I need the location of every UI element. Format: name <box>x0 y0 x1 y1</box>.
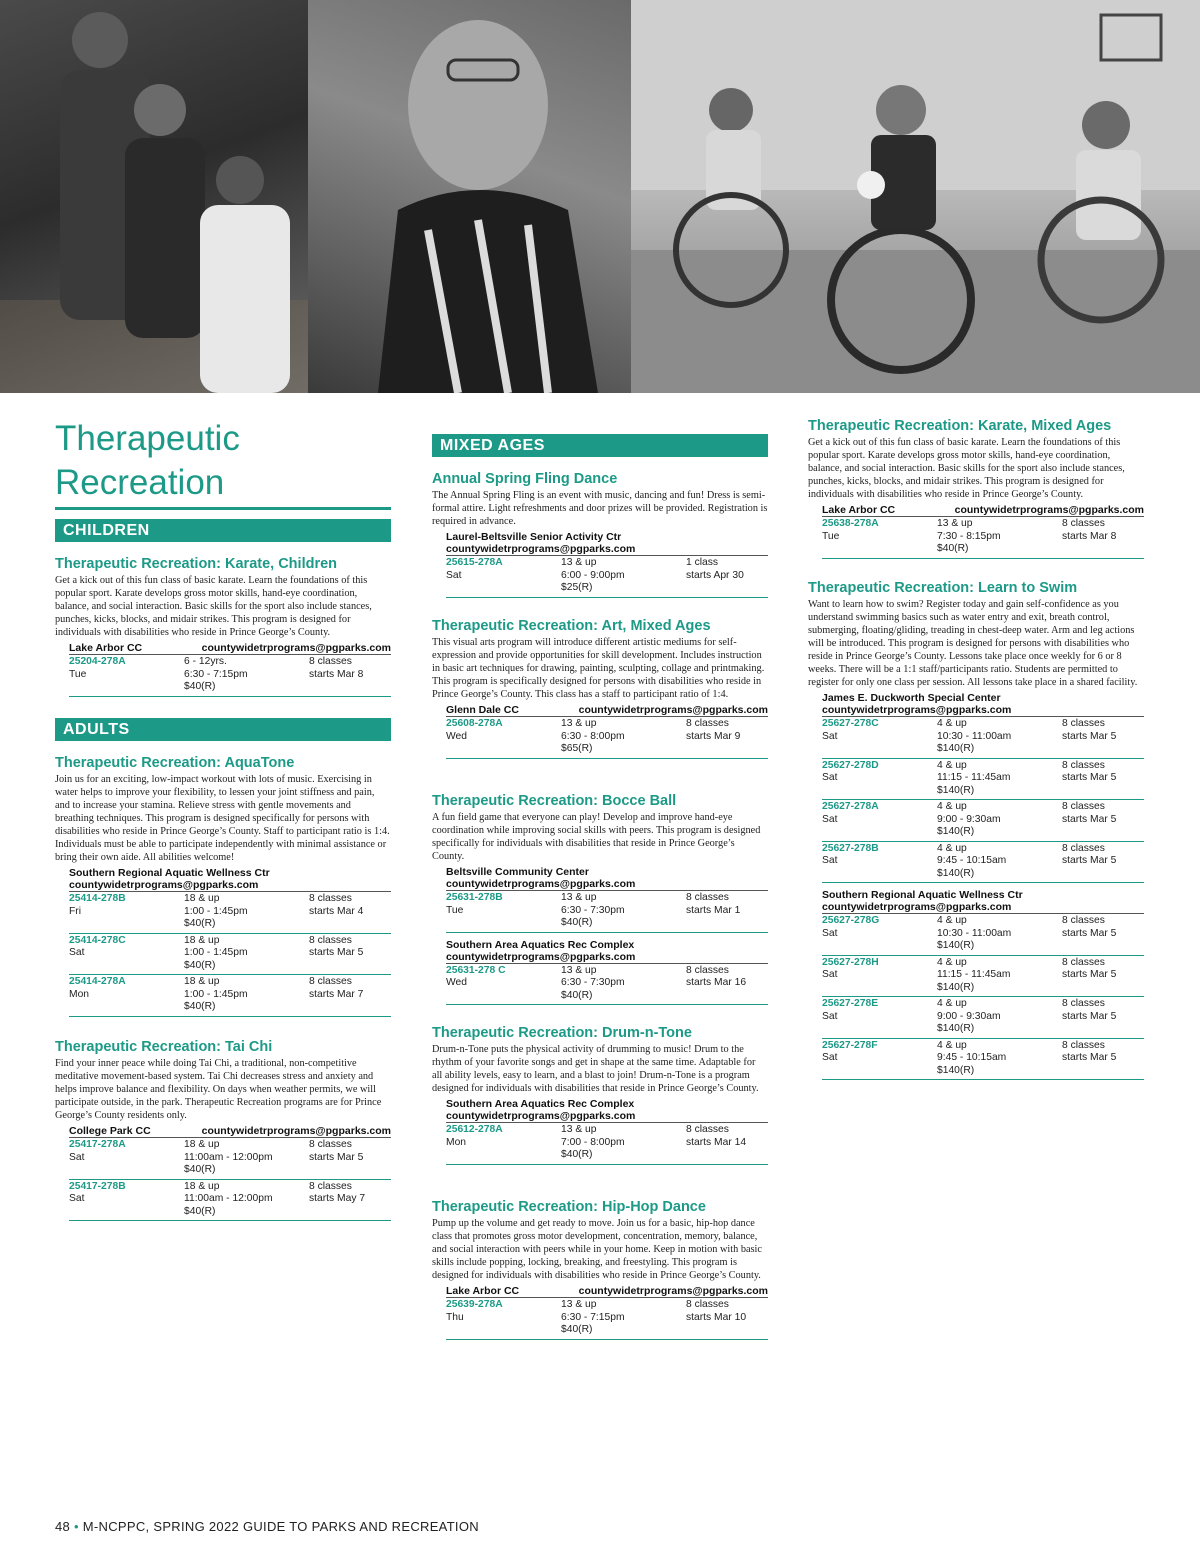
course-code: 25615-278A <box>446 557 503 568</box>
course-code: 25414-278A <box>69 976 126 987</box>
program-location <box>446 939 768 963</box>
page-title-line1: Therapeutic <box>55 419 240 458</box>
course-code: 25627-278C <box>822 718 879 729</box>
contact-email: countywidetrprograms@pgparks.com <box>446 950 636 963</box>
class-count: 1 class <box>686 557 719 568</box>
contact-email: countywidetrprograms@pgparks.com <box>822 704 1012 716</box>
course-code: 25608-278A <box>446 718 503 729</box>
age: 13 & up <box>561 892 597 903</box>
course-code: 25627-278A <box>822 801 879 812</box>
program-description: Want to learn how to swim? Register today and gain self-confidence as you understand swimming basics such as water entry and exit, breath control, submerging, floating/gliding, treading in chest-deep water. Arm and leg actions will be introduced. This program is designed for persons with disabilities who reside in Prince George’s County. Lessons take place once weekly for 6 or 8 weeks. There will be a 1:1 staff/participants ratio. Students are permitted to register for only one class per session. All lessons take place in a shared facility. <box>808 599 1138 688</box>
start-date: starts Mar 1 <box>686 904 741 916</box>
program-title: Therapeutic Recreation: Tai Chi <box>55 1039 273 1055</box>
contact-email: countywidetrprograms@pgparks.com <box>446 878 636 890</box>
program-location <box>822 889 1144 913</box>
session-row <box>822 800 1144 842</box>
day: Fri <box>69 905 82 917</box>
day: Wed <box>446 977 467 988</box>
course-code: 25631-278B <box>446 892 503 903</box>
program-description: Find your inner peace while doing Tai Chi, a traditional, non-competitive meditative movement-based system. Tai Chi decreases stress and anxiety and helps improve balance and flexibility. On days when weather permits, we will participate outside, in the park. Therapeutic Recreation programs are for Prince George’s County residents only. <box>55 1058 382 1121</box>
program-description: Get a kick out of this fun class of basic karate. Learn the foundations of this popular sport. Karate develops gross motor skills, hand-eye coordination, balance, and social interaction. Basic skills for the sport also include stances, punches, kicks, blocks, and midair strikes. This program is designed for individuals with disabilities who reside in Prince George’s County. <box>808 437 1125 500</box>
location-name: Lake Arbor CC <box>69 642 143 654</box>
day: Sat <box>822 1010 838 1022</box>
session-row <box>69 934 391 976</box>
session-row <box>822 759 1144 801</box>
age: 18 & up <box>184 1180 220 1192</box>
day: Tue <box>69 668 87 680</box>
class-count: 8 classes <box>309 976 352 987</box>
program-title: Therapeutic Recreation: Hip-Hop Dance <box>432 1199 706 1215</box>
course-code: 25612-278A <box>446 1124 503 1135</box>
class-count: 8 classes <box>1062 801 1105 812</box>
program-title: Therapeutic Recreation: Karate, Children <box>55 556 338 572</box>
day: Sat <box>69 1151 85 1163</box>
day: Sat <box>446 569 462 581</box>
day: Sat <box>822 969 838 980</box>
start-date: starts Mar 5 <box>1062 1010 1117 1022</box>
program-karate-mixed <box>808 418 1144 559</box>
program-location <box>446 866 768 890</box>
session-row <box>69 892 391 934</box>
session-row <box>822 717 1144 759</box>
time: 6:30 - 7:15pm <box>561 1311 625 1323</box>
class-count: 8 classes <box>686 718 729 729</box>
program-title: Therapeutic Recreation: Learn to Swim <box>808 580 1078 596</box>
age: 18 & up <box>184 893 220 904</box>
day: Wed <box>446 730 467 742</box>
start-date: starts Mar 5 <box>1062 772 1117 783</box>
time: 9:45 - 10:15am <box>937 855 1007 866</box>
class-count: 8 classes <box>1062 842 1105 854</box>
fee: $140(R) <box>937 1023 975 1034</box>
age: 4 & up <box>937 1039 967 1051</box>
program-location <box>69 642 391 654</box>
fee: $140(R) <box>937 940 975 951</box>
age: 6 - 12yrs. <box>184 656 227 667</box>
start-date: starts May 7 <box>309 1193 366 1204</box>
section-adults: ADULTS <box>55 718 391 741</box>
session-row <box>446 717 768 759</box>
day: Sat <box>822 730 838 742</box>
session-row <box>822 517 1144 559</box>
fee: $25(R) <box>561 582 593 593</box>
age: 4 & up <box>937 998 967 1009</box>
fee: $140(R) <box>937 1064 975 1076</box>
age: 4 & up <box>937 842 967 854</box>
start-date: starts Mar 4 <box>309 905 364 917</box>
day: Sat <box>822 927 838 939</box>
time: 1:00 - 1:45pm <box>184 905 248 917</box>
fee: $140(R) <box>937 867 975 879</box>
program-location <box>446 1285 768 1297</box>
program-title: Therapeutic Recreation: Art, Mixed Ages <box>432 618 711 634</box>
class-count: 8 classes <box>1062 759 1105 771</box>
time: 7:00 - 8:00pm <box>561 1136 625 1148</box>
contact-email: countywidetrprograms@pgparks.com <box>201 642 391 654</box>
time: 6:30 - 8:00pm <box>561 730 625 742</box>
program-learn-to-swim <box>808 580 1144 1080</box>
contact-email: countywidetrprograms@pgparks.com <box>822 901 1012 913</box>
day: Sat <box>822 1052 838 1063</box>
program-title: Therapeutic Recreation: AquaTone <box>55 755 295 771</box>
program-tai-chi <box>55 1039 391 1221</box>
photo-smiling-woman <box>308 0 631 393</box>
time: 11:00am - 12:00pm <box>184 1151 273 1163</box>
age: 18 & up <box>184 1139 220 1150</box>
day: Sat <box>822 772 838 783</box>
day: Mon <box>446 1136 467 1148</box>
day: Tue <box>822 530 840 542</box>
session-row <box>446 556 768 598</box>
course-code: 25638-278A <box>822 518 879 529</box>
class-count: 8 classes <box>1062 915 1105 926</box>
section-children: CHILDREN <box>55 519 391 542</box>
location-name: Laurel-Beltsville Senior Activity Ctr <box>446 531 622 543</box>
day: Sat <box>69 947 85 958</box>
time: 9:00 - 9:30am <box>937 813 1001 825</box>
age: 13 & up <box>561 1124 597 1135</box>
session-table <box>822 913 1144 1080</box>
time: 9:45 - 10:15am <box>937 1052 1007 1063</box>
program-description: A fun field game that everyone can play! Develop and improve hand-eye coordination while improving social skills with peers. This program is designed specifically for individuals with disabilities that reside in Prince George’s County. <box>432 812 761 862</box>
age: 4 & up <box>937 915 967 926</box>
fee: $40(R) <box>561 1324 593 1335</box>
location-name: Southern Regional Aquatic Wellness Ctr <box>822 889 1023 901</box>
age: 18 & up <box>184 934 220 946</box>
time: 6:30 - 7:30pm <box>561 904 625 916</box>
photo-friends-posing <box>0 0 308 393</box>
session-row <box>446 1123 768 1165</box>
course-code: 25639-278A <box>446 1299 503 1310</box>
start-date: starts Mar 5 <box>1062 927 1117 939</box>
time: 6:30 - 7:30pm <box>561 977 625 988</box>
session-row <box>822 1039 1144 1081</box>
session-table <box>69 891 391 1017</box>
program-description: The Annual Spring Fling is an event with music, dancing and fun! Dress is semi-formal attire. Light refreshments and door prizes will be provided. Registration is required in advance. <box>432 490 768 527</box>
location-name: Southern Area Aquatics Rec Complex <box>446 938 635 951</box>
program-karate-children <box>55 556 391 697</box>
day: Sat <box>822 855 838 866</box>
contact-email: countywidetrprograms@pgparks.com <box>201 1125 391 1137</box>
session-table <box>69 654 391 697</box>
time: 7:30 - 8:15pm <box>937 530 1001 542</box>
program-title: Annual Spring Fling Dance <box>432 471 618 487</box>
class-count: 8 classes <box>1062 718 1105 729</box>
location-name: College Park CC <box>69 1125 151 1137</box>
program-description: Join us for an exciting, low-impact workout with lots of music. Exercising in water helps to improve your flexibility, to lessen your joint stiffness and pain, and to increase your stamina. Relieve stress with gentle movements and breathing techniques. This program is designed specifically for persons with disabilities who reside in Prince George’s County. Staff to participant ratio is 1:4. Individuals must be able to participate independently with minimal assistance or bring their own aide. All abilities welcome! <box>55 774 390 863</box>
fee: $40(R) <box>937 543 969 554</box>
program-description: This visual arts program will introduce different artistic mediums for self-expression and provide opportunities for skill development. Includes instruction in basic art techniques for drawing, painting, sculpting, collage and printmaking. This program is specifically designed for persons with disabilities who reside in Prince George’s County. This class has a staff to participant ratio of 1:4. <box>432 637 765 700</box>
course-code: 25627-278D <box>822 759 879 771</box>
fee: $65(R) <box>561 743 593 754</box>
class-count: 8 classes <box>1062 998 1105 1009</box>
session-table <box>446 555 768 598</box>
class-count: 8 classes <box>309 1139 352 1150</box>
time: 6:30 - 7:15pm <box>184 668 248 680</box>
start-date: starts Mar 5 <box>1062 1052 1117 1063</box>
program-aquatone <box>55 755 391 1017</box>
course-code: 25417-278A <box>69 1139 126 1150</box>
session-table <box>446 716 768 759</box>
session-table <box>446 963 768 1006</box>
session-table <box>69 1137 391 1221</box>
course-code: 25417-278B <box>69 1180 126 1192</box>
age: 13 & up <box>561 718 597 729</box>
course-code: 25627-278H <box>822 956 879 968</box>
age: 13 & up <box>561 1299 597 1310</box>
contact-email: countywidetrprograms@pgparks.com <box>578 704 768 716</box>
age: 13 & up <box>561 557 597 568</box>
fee: $40(R) <box>184 1164 216 1175</box>
program-description: Get a kick out of this fun class of basic karate. Learn the foundations of this popular sport. Karate develops gross motor skills, hand-eye coordination, balance, and social interaction. Basic skills for the sport also include stances, punches, kicks, blocks, and midair strikes. This program is designed for individuals with disabilities who reside in Prince George’s County. <box>55 575 372 638</box>
start-date: starts Mar 16 <box>686 977 747 988</box>
program-drum-n-tone <box>432 1025 768 1165</box>
day: Sat <box>69 1193 85 1204</box>
location-name: James E. Duckworth Special Center <box>822 692 1001 704</box>
start-date: starts Mar 5 <box>1062 855 1117 866</box>
age: 18 & up <box>184 976 220 987</box>
time: 11:15 - 11:45am <box>937 772 1011 783</box>
program-title: Therapeutic Recreation: Karate, Mixed Ages <box>808 418 1112 434</box>
fee: $40(R) <box>561 1149 593 1160</box>
contact-email: countywidetrprograms@pgparks.com <box>69 879 259 891</box>
fee: $140(R) <box>937 784 975 796</box>
time: 10:30 - 11:00am <box>937 730 1012 742</box>
fee: $40(R) <box>184 918 216 929</box>
age: 13 & up <box>937 518 973 529</box>
day: Tue <box>446 904 464 916</box>
age: 4 & up <box>937 801 967 812</box>
contact-email: countywidetrprograms@pgparks.com <box>446 1110 636 1122</box>
fee: $40(R) <box>561 917 593 928</box>
start-date: starts Mar 5 <box>1062 969 1117 980</box>
location-name: Lake Arbor CC <box>822 504 896 516</box>
session-row <box>822 956 1144 998</box>
start-date: starts Mar 14 <box>686 1136 747 1148</box>
session-row <box>446 891 768 933</box>
start-date: starts Mar 8 <box>309 668 364 680</box>
page-title <box>55 417 391 510</box>
contact-email: countywidetrprograms@pgparks.com <box>578 1285 768 1297</box>
course-code: 25627-278B <box>822 842 879 854</box>
program-bocce-ball <box>432 793 768 1005</box>
age: 4 & up <box>937 956 967 968</box>
program-description: Drum-n-Tone puts the physical activity of drumming to music! Drum to the rhythm of your favorite songs and get in shape at the same time. Adaptable for all ability levels, easy to learn, and a blast to join! Drum-n-Tone is a program designed for individuals with disabilities that reside in Prince George’s County. <box>432 1044 759 1094</box>
class-count: 8 classes <box>686 1124 729 1135</box>
course-code: 25627-278E <box>822 998 879 1009</box>
session-row <box>69 1180 391 1222</box>
program-location <box>69 1125 391 1137</box>
start-date: starts Mar 10 <box>686 1311 747 1323</box>
program-title: Therapeutic Recreation: Bocce Ball <box>432 793 677 809</box>
start-date: starts Mar 5 <box>1062 730 1117 742</box>
page-footer <box>55 1519 479 1534</box>
photo-wheelchair-rugby <box>631 0 1200 393</box>
class-count: 8 classes <box>686 1299 729 1310</box>
program-art <box>432 618 768 759</box>
program-location <box>446 1098 768 1122</box>
class-count: 8 classes <box>309 656 352 667</box>
course-code: 25627-278F <box>822 1039 878 1051</box>
session-row <box>446 1298 768 1340</box>
session-table <box>446 1297 768 1340</box>
program-hip-hop-dance <box>432 1199 768 1340</box>
session-table <box>446 890 768 933</box>
session-row <box>822 842 1144 884</box>
start-date: starts Mar 5 <box>1062 813 1117 825</box>
photo-strip <box>0 0 1200 393</box>
program-location <box>446 531 768 555</box>
fee: $40(R) <box>561 989 593 1001</box>
class-count: 8 classes <box>1062 1039 1105 1051</box>
start-date: starts Mar 5 <box>309 947 364 958</box>
start-date: starts Mar 7 <box>309 988 364 1000</box>
contact-email: countywidetrprograms@pgparks.com <box>954 504 1144 516</box>
session-row <box>822 997 1144 1039</box>
fee: $140(R) <box>937 743 975 754</box>
course-code: 25631-278 C <box>446 964 506 976</box>
fee: $40(R) <box>184 1001 216 1012</box>
start-date: starts Mar 8 <box>1062 530 1117 542</box>
program-title: Therapeutic Recreation: Drum-n-Tone <box>432 1025 692 1041</box>
time: 11:00am - 12:00pm <box>184 1193 273 1204</box>
fee: $40(R) <box>184 1205 216 1217</box>
class-count: 8 classes <box>1062 518 1105 529</box>
age: 13 & up <box>561 964 597 976</box>
session-row <box>69 655 391 697</box>
program-location <box>822 504 1144 516</box>
class-count: 8 classes <box>309 893 352 904</box>
time: 1:00 - 1:45pm <box>184 947 248 958</box>
start-date: starts Mar 5 <box>309 1151 364 1163</box>
start-date: starts Mar 9 <box>686 730 741 742</box>
location-name: Lake Arbor CC <box>446 1285 520 1297</box>
class-count: 8 classes <box>686 892 729 903</box>
fee: $40(R) <box>184 681 216 692</box>
start-date: starts Apr 30 <box>686 569 744 581</box>
session-table <box>822 716 1144 883</box>
course-code: 25414-278C <box>69 934 126 946</box>
class-count: 8 classes <box>1062 956 1105 968</box>
session-row <box>69 975 391 1017</box>
footer-bullet: • <box>73 1519 79 1534</box>
fee: $140(R) <box>937 826 975 837</box>
day: Sat <box>822 813 838 825</box>
program-location <box>69 867 391 891</box>
session-row <box>446 964 768 1006</box>
session-table <box>446 1122 768 1165</box>
class-count: 8 classes <box>686 964 729 976</box>
program-location <box>822 692 1144 716</box>
time: 11:15 - 11:45am <box>937 969 1011 980</box>
section-mixed-ages: MIXED AGES <box>432 434 768 457</box>
time: 6:00 - 9:00pm <box>561 569 625 581</box>
session-row <box>822 914 1144 956</box>
course-code: 25414-278B <box>69 893 126 904</box>
session-table <box>822 516 1144 559</box>
course-code: 25204-278A <box>69 656 126 667</box>
location-name: Southern Area Aquatics Rec Complex <box>446 1098 635 1110</box>
contact-email: countywidetrprograms@pgparks.com <box>446 543 636 555</box>
location-name: Glenn Dale CC <box>446 704 519 716</box>
location-name: Southern Regional Aquatic Wellness Ctr <box>69 867 270 879</box>
location-name: Beltsville Community Center <box>446 866 589 878</box>
page-number: 48 <box>55 1519 71 1534</box>
program-description: Pump up the volume and get ready to move. Join us for a basic, hip-hop dance class that promotes gross motor development, concentration, memory, balance, and social interaction with peers while in your home. Keep in motion with basic skills include popping, locking, breaking, and freestyling. This program is designed for individuals with disabilities who reside in Prince George’s County. <box>432 1218 762 1281</box>
day: Thu <box>446 1311 464 1323</box>
class-count: 8 classes <box>309 1180 352 1192</box>
program-spring-fling <box>432 471 768 598</box>
age: 4 & up <box>937 759 967 771</box>
time: 1:00 - 1:45pm <box>184 988 248 1000</box>
session-row <box>69 1138 391 1180</box>
day: Mon <box>69 988 90 1000</box>
time: 10:30 - 11:00am <box>937 927 1012 939</box>
fee: $40(R) <box>184 959 216 971</box>
time: 9:00 - 9:30am <box>937 1010 1001 1022</box>
course-code: 25627-278G <box>822 915 880 926</box>
footer-text: M-NCPPC, SPRING 2022 GUIDE TO PARKS AND RECREATION <box>82 1519 479 1534</box>
fee: $140(R) <box>937 981 975 993</box>
class-count: 8 classes <box>309 934 352 946</box>
age: 4 & up <box>937 718 967 729</box>
page-title-line2: Recreation <box>55 463 225 502</box>
program-location <box>446 704 768 716</box>
